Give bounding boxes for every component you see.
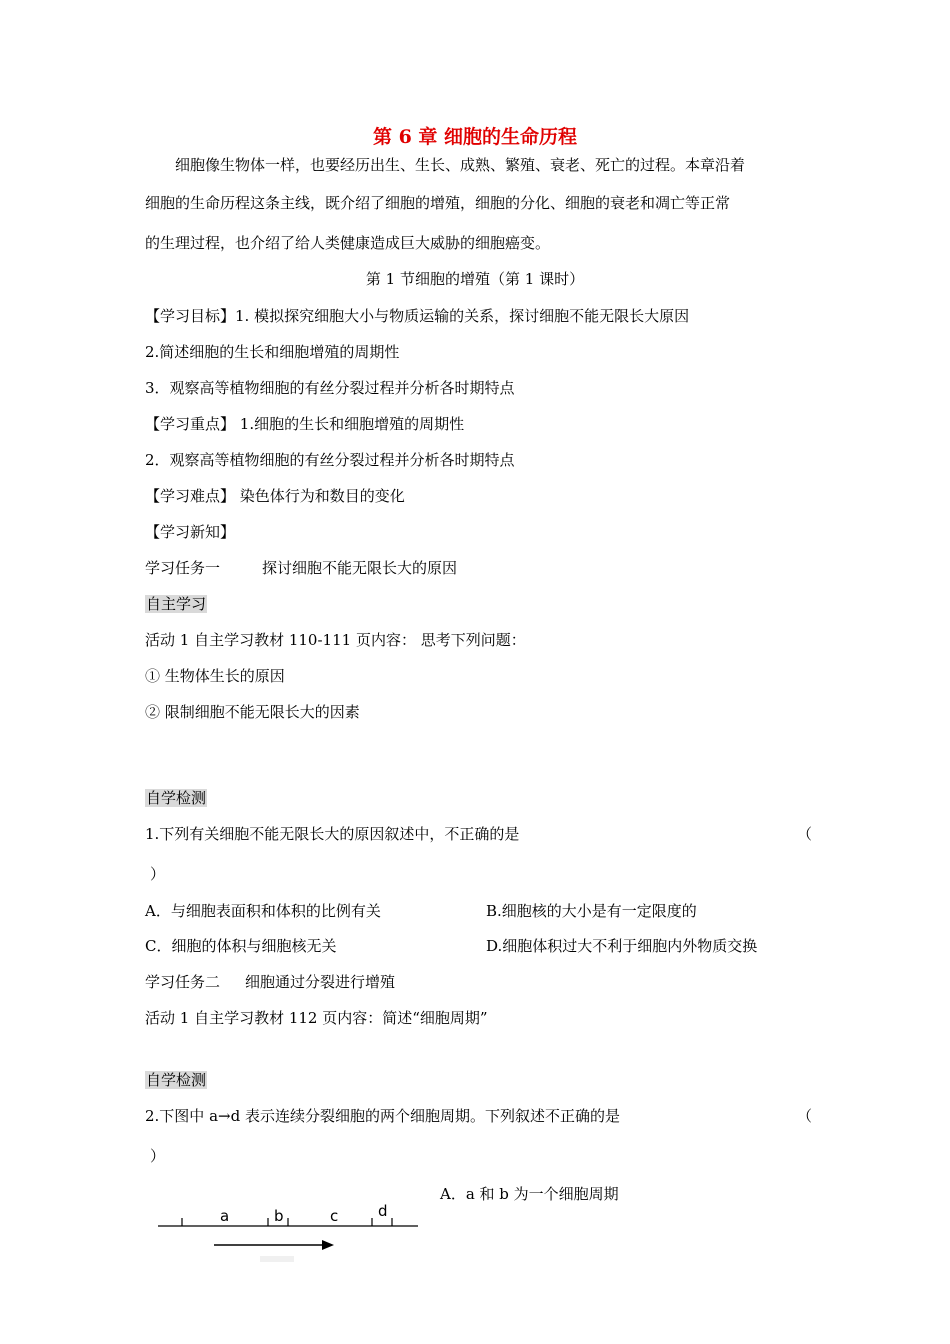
- quiz-1-option-d: D.细胞体积过大不利于细胞内外物质交换: [486, 937, 758, 955]
- self-check-label-1: 自学检测: [146, 789, 207, 807]
- quiz-1-option-c: C．细胞的体积与细胞核无关: [145, 937, 337, 955]
- cell-cycle-diagram: [150, 1196, 430, 1286]
- self-check-heading-1: [145, 788, 207, 808]
- self-check-label-2: 自学检测: [146, 1071, 207, 1089]
- quiz-2-paren-open: （: [797, 1107, 813, 1125]
- task1-subject: 探讨细胞不能无限长大的原因: [262, 559, 458, 577]
- quiz-1-paren-open: （: [797, 825, 813, 843]
- difficulties-text: 染色体行为和数目的变化: [235, 487, 405, 505]
- objectives-row: [145, 306, 689, 326]
- quiz-question-2: 2.下图中 a→d 表示连续分裂细胞的两个细胞周期。下列叙述不正确的是: [145, 1107, 620, 1125]
- new-knowledge-label: 【学习新知】: [145, 523, 236, 541]
- task2-activity: 活动 1 自主学习教材 112 页内容：简述“细胞周期”: [145, 1009, 488, 1027]
- segment-label-d: d: [378, 1202, 388, 1220]
- key-point-item-2: 2．观察高等植物细胞的有丝分裂过程并分析各时期特点: [145, 451, 515, 469]
- quiz-1-option-b: B.细胞核的大小是有一定限度的: [486, 902, 697, 920]
- difficulties-row: [145, 486, 405, 506]
- task1-title: 学习任务一: [145, 559, 221, 577]
- key-point-item-1: 1.细胞的生长和细胞增殖的周期性: [235, 415, 465, 433]
- difficulties-label: 【学习难点】: [145, 487, 236, 505]
- objective-item-2: 2.简述细胞的生长和细胞增殖的周期性: [145, 343, 400, 361]
- intro-line-1: 细胞像生物体一样，也要经历出生、生长、成熟、繁殖、衰老、死亡的过程。本章沿着: [175, 156, 746, 174]
- key-points-label: 【学习重点】: [145, 415, 236, 433]
- self-check-heading-2: [145, 1070, 207, 1090]
- quiz-1-option-a: A．与细胞表面积和体积的比例有关: [145, 902, 381, 920]
- objectives-label: 【学习目标】: [145, 307, 236, 325]
- task2-subject: 细胞通过分裂进行增殖: [245, 973, 396, 991]
- intro-line-3: 的生理过程，也介绍了给人类健康造成巨大威胁的细胞癌变。: [145, 234, 551, 252]
- objective-item-3: 3．观察高等植物细胞的有丝分裂过程并分析各时期特点: [145, 379, 515, 397]
- faint-smudge: [260, 1256, 294, 1262]
- key-points-row: [145, 414, 464, 434]
- objective-item-1: 1. 模拟探究细胞大小与物质运输的关系，探讨细胞不能无限长大原因: [235, 307, 690, 325]
- quiz-2-option-a: A．a 和 b 为一个细胞周期: [440, 1185, 619, 1203]
- task1-question-2: ② 限制细胞不能无限长大的因素: [145, 703, 360, 721]
- intro-line-2: 细胞的生命历程这条主线，既介绍了细胞的增殖，细胞的分化、细胞的衰老和凋亡等正常: [145, 194, 731, 212]
- segment-label-c: c: [330, 1207, 339, 1225]
- self-study-label: 自主学习: [146, 595, 207, 613]
- task1-question-1: ① 生物体生长的原因: [145, 667, 285, 685]
- segment-label-a: a: [220, 1207, 230, 1225]
- quiz-1-paren-close: ）: [150, 865, 166, 883]
- segment-label-b: b: [274, 1207, 284, 1225]
- direction-arrow-head: [322, 1240, 334, 1250]
- self-study-heading: [145, 594, 207, 614]
- chapter-title: 第 6 章 细胞的生命历程: [372, 126, 578, 148]
- task2-title: 学习任务二: [145, 973, 221, 991]
- task1-activity: 活动 1 自主学习教材 110-111 页内容： 思考下列问题：: [145, 631, 526, 649]
- quiz-2-paren-close: ）: [150, 1147, 166, 1165]
- section-title: 第 1 节细胞的增殖（第 1 课时）: [365, 270, 585, 288]
- quiz-question-1: 1.下列有关细胞不能无限长大的原因叙述中，不正确的是: [145, 825, 520, 843]
